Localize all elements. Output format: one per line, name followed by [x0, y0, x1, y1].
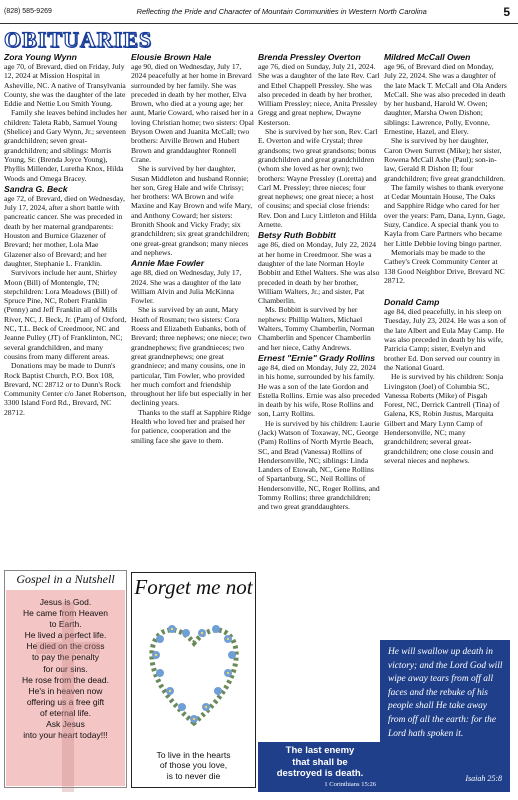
gospel-line: into your heart today!!! [23, 730, 108, 741]
obit-text: Survivors include her aunt, Shirley Moon (Bill) of Montengle, TN; stepchildren: Lora Meadows (Bill) of Spruce Pine, NC, Robert Franklin (Penny) and Jeff Franklin all of Mills River, NC, J. Beck, Jr. (Pam) of Oxford, NC, T.L. Beck of Creedmoor, NC and Jeanne Pulley (JT) of Franklinton, NC; several grandchildren, and many cousins from many different areas. [4, 268, 127, 361]
heart-wreath-icon [146, 603, 242, 737]
last-enemy-box [258, 742, 382, 792]
obit-text: He is survived by his children: Sonja Livingston (Joel) of Columbia SC, Vanessa Roberts (Mike) of Pisgah Forest, NC, Derrick Cantrell (Tina) of Galena, KS, Robin Justus, Marquita Gilbert and Mary Lynn Camp of Hendersonville, NC; many grandchildren; several great-grandchildren; one close cousin and several nieces and nephews. [384, 372, 504, 465]
verse-line: people shall He take away [388, 701, 487, 712]
gospel-body [6, 590, 125, 786]
verse-line: He will swallow up death in [388, 647, 493, 657]
obit-name-elousie: Elousie Brown Hale [131, 52, 212, 62]
obit-text: He is survived by his children: Laurie (Jack) Watson of Toxaway, NC, George (Pam) Rollins of North Myrtle Beach, SC, and Brad (Vanessa) Rollins of Hendersonville, NC; siblings: Linda Landers of Etowah, NC, Gene Rollins of Spartanburg, SC, Neil Rollins of Hendersonville, NC, Roger Rollins, and Tommy Rollins; three grandchildren; and two great granddaughters. [258, 418, 380, 512]
obit-name-sandra: Sandra G. Beck [4, 183, 68, 194]
header-phone: (828) 585-9269 [4, 8, 52, 15]
obit-text: She is survived by her daughter, Susan Middleton and husband Ronnie; her son, Greg Hale and wife Chrissy; her brothers: WA Brown and wife Maxine and Kay Brown and wife Mary, and Anthony Coward; her sisters: Bronith Shook and Vicky Frady; six grandchildren; six great grandchildren; one great-great grandson; many nieces and nephews. [131, 164, 253, 257]
page-number: 5 [503, 4, 510, 19]
obituaries-banner: OBITUARIES [4, 27, 153, 52]
obit-name-ernest: Ernest "Ernie" Grady Rollins [258, 352, 376, 363]
obit-text: age 96, of Brevard died on Monday, July 22, 2024. She was a daughter of the late Mack T. McCall and Ola Anders McCall. She was also preceded in death by her husband, Harold W. Owen; daughter, Marsha Owen Dishon; siblings: Lawrence, Polly, Evonne, Ernestine, Hazel, and Elery. [384, 62, 507, 137]
obit-text: age 72, of Brevard, died on Wednesday, July 17, 2024, after a short battle with pancreatic cancer. She was preceded in death by her maternal grandparents: Houston and Burnice Glazener of Brevard; her mother, Lola Mae Glazener also of Brevard; and her daughter, Stephanie L. Franklin. [4, 193, 125, 268]
gospel-line: He lived a perfect life. [24, 630, 107, 641]
verse-line: victory; and the Lord God will [388, 660, 503, 671]
enemy-line: that shall be [292, 756, 348, 768]
verse-reference: Isaiah 25:8 [465, 774, 502, 784]
verse-line: wipe away tears from off all [388, 674, 494, 685]
caption-line: is to never die [166, 770, 221, 781]
obit-text: age 84, died on Monday, July 22, 2024 in his home, surrounded by his family. He was a son of the late Gordon and Estella Rollins. Ernie was also preceded in death by his wife, Rose Rollins and son, Larry Rollins. [258, 362, 380, 419]
obit-text: Memorials may be made to the Cathey's Creek Community Center at 138 Good Neighbor Drive, Brevard NC 28712. [384, 247, 505, 285]
gospel-line: of eternal life. [39, 707, 92, 718]
obit-text: age 70, of Brevard, died on Friday, July 12, 2024 at Mission Hospital in Asheville, NC. A native of Transylvania County, she was the daughter of the late Eddie and Nettie Lou Smith Young. [4, 62, 126, 109]
gospel-line: Ask Jesus [46, 719, 85, 730]
obit-text: Ms. Bobbitt is survived by her nephews: Phillip Walters, Michael Walters, Tommy Chamberlin, Norman Chamberlin and Spencer Chamberlin and her niece, Cathy Andrews. [258, 305, 375, 352]
last-enemy-text [258, 742, 382, 780]
obit-text: The family wishes to thank everyone at Cedar Mountain House, The Oaks and Sapphire Ridge who cared for her over the years: Pam, Dana, Lynn, Gage, Suzy, Candice. A special thank you to Kayla from Care Partners who became her Little Debbie loving bingo partner. [384, 182, 506, 248]
obit-name-brenda: Brenda Pressley Overton [258, 52, 361, 62]
gospel-line: to pay the penalty [31, 652, 100, 663]
gospel-line: He rose from the dead. [22, 674, 109, 685]
obit-text: age 76, died on Sunday, July 21, 2024. She was a daughter of the late Rev. Carl and Ethel Chappell Pressley. She was also preceded in death by her brother, William Pressley; niece, Anita Pressley Gregg and great nephew, Dwayne Kesterson. [258, 62, 380, 127]
forget-me-not-caption [132, 750, 255, 782]
obit-name-annie: Annie Mae Fowler [131, 258, 205, 269]
caption-line: To live in the hearts [156, 749, 231, 760]
column-2 [131, 52, 254, 570]
verse-line: faces and the rebuke of his [388, 687, 488, 698]
obit-text: Donations may be made to Dunn's Rock Baptist Church, P.O. Box 108, Brevard, NC 28712 or to Dunn's Rock Community Center c/o Janet Robertson, 3300 Island Ford Rd., Brevard, NC 28712. [4, 361, 127, 417]
obit-name-betsy: Betsy Ruth Bobbitt [258, 230, 336, 241]
enemy-line: The last enemy [285, 745, 355, 756]
obit-text: Thanks to the staff at Sapphire Ridge Health who loved her and praised her for patience, cooperation and the smiling face she gave to them. [131, 407, 251, 445]
header-tagline: Reflecting the Pride and Character of Mountain Communities in Western North Carolina [136, 7, 427, 16]
obit-name-zora: Zora Young Wynn [4, 52, 77, 62]
obit-text: age 86, died on Monday, July 22, 2024 at her home in Creedmoor. She was a daughter of the late Norman Hoyle Bobbitt and Ethel Walters. She was also preceded in death by her brother, William Walters, Jr.; and sister, Pat Chamberlin. [258, 240, 380, 306]
gospel-title: Gospel in a Nutshell [16, 572, 115, 586]
column-4 [384, 52, 507, 604]
gospel-line: offering us a free gift [26, 696, 105, 707]
forget-me-not-title: Forget me not [134, 575, 253, 599]
isaiah-verse-box [380, 640, 510, 792]
caption-line: of those you love, [159, 760, 228, 770]
obit-text: age 88, died on Wednesday, July 17, 2024. She was a daughter of the late William Alvin and Julia McKinna Fowler. [131, 268, 242, 306]
obit-text: Family she leaves behind includes her children: Taleta Rabb, Samuel Young (Shelice) and Gary Wynn, Jr.; seventeen grandchildren; seven great-grandchildren; and siblings: Morris Young, Sr. (Brenda Joyce Young), Phyllis Millender, Luretha Knox, Hilda Woods and Omega Bracey. [4, 108, 127, 183]
obit-text: She is survived by her son, Rev. Carl E. Overton and wife Crystal; three grandsons; two great grandsons; bonus grandchildren and great grandchildren (whom she loved as her own); two brothers: Wayne Pressley (Loretta) and Carl M. Pressley; three nieces; four great nephews; one great niece; a host of cousins; and special close friends: Rev. Don and Lucy Littleton and Hilda Arnette. [258, 127, 378, 230]
gospel-line: for our sins. [43, 663, 88, 674]
enemy-line: destroyed is death. [276, 768, 364, 779]
obit-name-donald: Donald Camp [384, 297, 440, 308]
obit-text: She is survived by her daughter, Caron Owen Surrett (Mike); her sister, Rowena McCall Ashe (Paul); son-in-law, Gerald R Dishon II; four grandchildren; five great grandchildren. [384, 136, 506, 183]
obit-name-mildred: Mildred McCall Owen [384, 52, 471, 62]
gospel-line: He came from Heaven [22, 608, 109, 619]
gospel-line: Jesus is God. [39, 597, 92, 607]
gospel-line: to Earth. [49, 619, 82, 630]
column-3 [258, 52, 381, 742]
obit-text: age 84, died peacefully, in his sleep on Tuesday, July 23, 2024. He was a son of the late Albert and Eula May Camp. He was also preceded in death by his wife, Patricia Camp; sister, Evelyn and brother Ed. Don served our country in the National Guard. [384, 307, 507, 372]
page-header [0, 0, 518, 24]
last-enemy-reference: 1 Corinthians 15:26 [324, 780, 376, 788]
verse-line: from off all the earth: for the [388, 714, 496, 725]
column-1 [4, 52, 127, 568]
gospel-line: He died on the cross [26, 641, 105, 652]
obit-text: age 90, died on Wednesday, July 17, 2024 peacefully at her home in Brevard surrounded by her family. She was preceded in death by her mother, Elva Brown, who died at a young age; her aunt, Marie Coward, who raised her in a loving Christian home; two sisters: Opal Bryson Owen and Juanita McCall; two brothers: Arville Brown and Hubert Brown and granddaughter Ronnell Crane. [131, 62, 254, 164]
gospel-in-a-nutshell-box [4, 570, 127, 788]
obit-text: She is survived by an aunt, Mary Heath of Rosman; two sisters: Cora Roess and Elizabeth Eubanks, both of Brevard; three nephews; one niece; two grandnephews; five grandnieces; two great grandnephews; one great grandniece; and many cousins, one in particular, Tim Fowler, who provided her much comfort and friendship throughout her life but especially in her declining years. [131, 305, 252, 408]
verse-line: Lord hath spoken it. [388, 728, 464, 739]
gospel-line: He's in heaven now [28, 685, 103, 696]
forget-me-not-box [131, 572, 256, 788]
